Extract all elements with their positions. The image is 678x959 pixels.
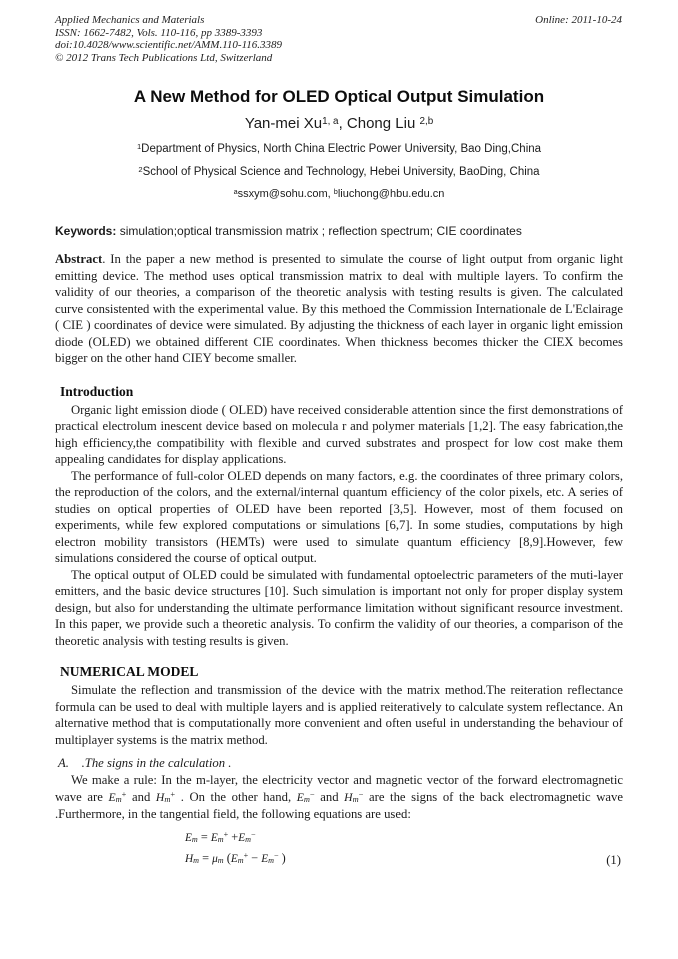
doi-line: doi:10.4028/www.scientific.net/AMM.110-116.3389 — [55, 39, 282, 51]
equation-1-line-2-math: Hm = μm (Em+ − Em− ) — [185, 850, 286, 866]
equation-number: (1) — [606, 852, 621, 867]
signs-paragraph: We make a rule: In the m-layer, the electricity vector and magnetic vector of the forward electromagnetic wave are Em+ and Hm+ . On the other hand, Em− and Hm− are the signs of the back electromagnetic wave .Furthermore, in the tangential field, the following equations are used: — [55, 773, 623, 821]
affiliation-2: $^2$School of Physical Science and Technology, Hebei University, BaoDing, China — [138, 165, 540, 178]
copyright-line: © 2012 Trans Tech Publications Ltd, Switzerland — [55, 51, 273, 64]
equation-block — [55, 830, 623, 872]
publication-header — [0, 0, 678, 64]
numerical-model-paragraph: Simulate the reflection and transmission of the device with the matrix method.The reiteration reflectance formula can be used to deal with multiple layers and is applied reiteratively to calculate system reflectance. An alternative method that is computationally more convenient and often useful in understanding the behaviour of multiplayer systems is the matrix method. — [55, 683, 623, 747]
subsection-a-heading: A. .The signs in the calculation . — [58, 756, 232, 770]
publication-info — [55, 14, 282, 64]
paper-title: A New Method for OLED Optical Output Simulation — [133, 87, 545, 106]
abstract-paragraph: Abstract. In the paper a new method is presented to simulate the course of light output from organic light emitting device. The method uses optical transmission matrix to deal with multiple layers. To confirm the validity of our theories, a comparison of the theoretic analysis with testing results is given. The calculated curve consistented with the experimental value. By this methoed the Commission Internationale de L'Eclairage ( CIE ) coordinates of device were simulated. By adjusting the thickness of each layer in organic light emission diode (OLED) we obtained different CIE coordinates. When thickness becomes thicker the CIEX becomes bigger on the other hand CIEY become smaller. — [55, 252, 623, 365]
section-heading-introduction: Introduction — [60, 383, 134, 399]
authors-line: Yan-mei Xu$^{1, a}$, Chong Liu $^{2,b}$ — [244, 115, 434, 132]
keywords-line: Keywords: simulation;optical transmission matrix ; reflection spectrum; CIE coordinates — [55, 224, 522, 238]
equation-1-line-2 — [55, 851, 623, 872]
intro-paragraph-1: Organic light emission diode ( OLED) have received considerable attention since the first demonstrations of practical electrolum inescent device based on molecula r and polymer materials [1,2]. The easy fabrication,the high efficiency,the compatibility with flexible and curved substrates and prospect for low cost make them appealing candidates for display applications. — [55, 402, 623, 466]
issn-line: ISSN: 1662-7482, Vols. 110-116, pp 3389-3393 — [55, 26, 263, 39]
affiliation-1: $^1$Department of Physics, North China Electric Power University, Bao Ding,China — [136, 142, 542, 155]
online-date: Online: 2011-10-24 — [535, 14, 622, 26]
equation-1-line-1: Em = Em+ +Em− — [185, 829, 256, 845]
intro-paragraph-2: The performance of full-color OLED depends on many factors, e.g. the coordinates of three primary colors, the reproduction of the colors, and the external/internal quantum efficiency of the color pixels, etc. A series of studies on optical properties of OLED have been reported [3,5]. However, most of them focused on experiments, while few explored computations or simulations [6,7]. In some studies, computations by high electron mobility transistors (HEMTs) were used to simulate quantum efficiency [8,9].However, few simulations considered the course of optical output. — [55, 468, 623, 565]
journal-name: Applied Mechanics and Materials — [55, 14, 205, 26]
intro-paragraph-3: The optical output of OLED could be simulated with fundamental optoelectric parameters of the muti-layer emitters, and the basic device structures [10]. Such simulation is important not only for proper display system design, but also for understanding the ultimate performance limitation without significant resource investment. In this paper, we provide such a theoretic analysis. To confirm the validity of our theories, a comparison of the theoretic analysis with testing results is given. — [55, 567, 623, 648]
section-heading-numerical-model: NUMERICAL MODEL — [60, 664, 199, 679]
author-emails: $^a$ssxym@sohu.com, $^b$liuchong@hbu.edu.cn — [233, 187, 445, 200]
